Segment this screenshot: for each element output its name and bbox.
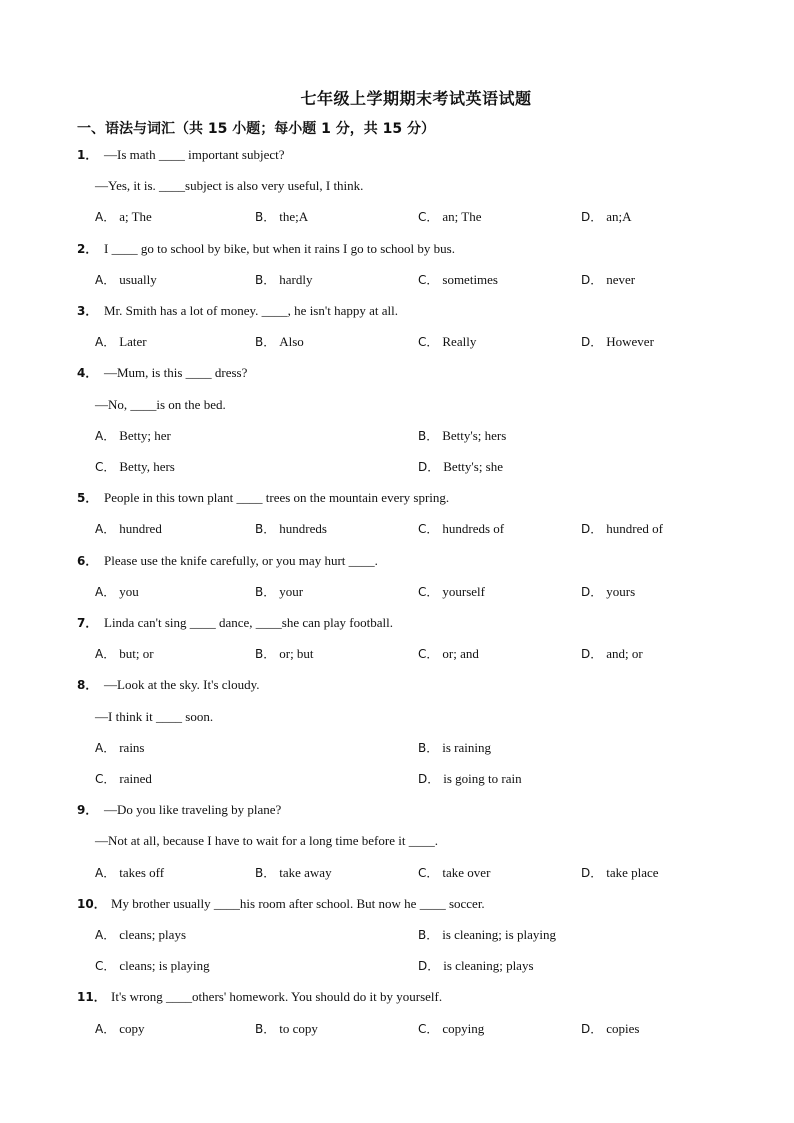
option-text: yours <box>606 583 636 599</box>
option-text: an;A <box>606 209 632 225</box>
answer-option[interactable] <box>255 272 312 288</box>
question-stem: —Yes, it is. ____subject is also very useful, I think. <box>95 178 364 194</box>
option-text: Betty; her <box>119 427 171 443</box>
option-text: the;A <box>279 209 309 225</box>
option-letter: C． <box>95 959 116 974</box>
option-letter: B． <box>255 865 276 880</box>
question-number: 7． <box>77 616 98 630</box>
answer-option[interactable] <box>95 771 152 787</box>
answer-option[interactable] <box>255 521 327 537</box>
question-number: 6． <box>77 553 98 568</box>
option-letter: C． <box>418 647 439 662</box>
answer-option[interactable] <box>95 459 175 475</box>
question-stem: —Is math ____ important subject? <box>104 147 285 162</box>
option-text: cleans; is playing <box>119 958 210 974</box>
question-number: 11． <box>77 990 106 1005</box>
option-text: rains <box>119 739 145 755</box>
question-number: 10． <box>77 896 106 911</box>
option-letter: B． <box>418 740 439 755</box>
answer-option[interactable] <box>418 428 506 444</box>
option-letter: A． <box>95 210 116 225</box>
option-text: hardly <box>279 271 313 287</box>
option-letter: B． <box>418 928 439 942</box>
answer-option[interactable] <box>95 865 164 881</box>
answer-option[interactable] <box>581 521 663 537</box>
answer-option[interactable] <box>95 927 186 943</box>
option-text: hundred of <box>606 521 663 537</box>
option-text: Later <box>119 334 147 350</box>
page-title: 七年级上学期期末考试英语试题 <box>300 89 532 108</box>
answer-option[interactable] <box>418 209 482 225</box>
answer-option[interactable] <box>418 521 504 537</box>
answer-option[interactable] <box>418 927 556 943</box>
option-letter: D． <box>581 522 603 537</box>
option-letter: A． <box>95 928 116 942</box>
question-number: 8． <box>77 678 98 693</box>
option-letter: B． <box>255 584 276 599</box>
option-letter: C． <box>95 460 116 474</box>
answer-option[interactable] <box>581 209 632 225</box>
option-letter: D． <box>581 865 603 880</box>
option-text: rained <box>119 771 152 786</box>
option-letter: C． <box>418 1021 439 1036</box>
answer-option[interactable] <box>95 646 154 662</box>
option-letter: A． <box>95 1021 116 1036</box>
option-letter: B． <box>418 428 439 443</box>
option-letter: D． <box>418 772 440 786</box>
answer-option[interactable] <box>581 865 659 881</box>
question-stem: —Not at all, because I have to wait for a long time before it ____. <box>95 833 438 849</box>
option-letter: B． <box>255 1021 276 1036</box>
answer-option[interactable] <box>95 521 162 537</box>
option-letter: C． <box>418 210 439 225</box>
answer-option[interactable] <box>418 334 476 350</box>
question-stem: —No, ____is on the bed. <box>95 396 226 412</box>
question-number: 5． <box>77 491 98 506</box>
answer-option[interactable] <box>418 646 479 662</box>
question-stem: —Look at the sky. It's cloudy. <box>104 677 260 693</box>
option-letter: A． <box>95 740 116 755</box>
option-letter: B． <box>255 522 276 537</box>
option-letter: D． <box>581 584 603 599</box>
option-letter: C． <box>418 522 439 537</box>
option-text: Betty's; hers <box>442 427 507 443</box>
option-text: Betty, hers <box>119 459 175 474</box>
question-stem: Linda can't sing ____ dance, ____she can play football. <box>104 615 393 630</box>
option-text: Really <box>442 334 477 350</box>
option-text: is cleaning; is playing <box>442 927 556 942</box>
question-number: 1． <box>77 148 98 162</box>
option-text: However <box>606 334 654 350</box>
option-text: hundreds of <box>442 521 505 537</box>
option-text: is cleaning; plays <box>443 958 534 974</box>
answer-option[interactable] <box>255 865 332 881</box>
question-number: 4． <box>77 366 98 381</box>
option-text: your <box>279 583 304 599</box>
option-text: take place <box>606 864 659 880</box>
answer-option[interactable] <box>255 334 304 350</box>
option-text: you <box>119 583 139 599</box>
answer-option[interactable] <box>581 272 635 288</box>
answer-option[interactable] <box>95 1021 145 1037</box>
option-letter: B． <box>255 210 276 225</box>
option-text: sometimes <box>442 271 498 287</box>
option-text: hundreds <box>279 521 327 537</box>
answer-option[interactable] <box>418 771 522 787</box>
answer-option[interactable] <box>581 646 643 662</box>
option-text: cleans; plays <box>119 927 187 942</box>
option-text: copies <box>606 1020 640 1036</box>
answer-option[interactable] <box>255 646 314 662</box>
option-letter: A． <box>95 647 116 662</box>
answer-option[interactable] <box>418 584 485 600</box>
answer-option[interactable] <box>95 272 157 288</box>
section-heading: 一、语法与词汇（共 15 小题；每小题 1 分，共 15 分） <box>77 121 435 137</box>
option-letter: D． <box>581 335 603 350</box>
question-stem: —Mum, is this ____ dress? <box>104 365 248 381</box>
answer-option[interactable] <box>418 272 498 288</box>
option-letter: C． <box>418 335 439 350</box>
answer-option[interactable] <box>581 1021 639 1037</box>
question-number: 9． <box>77 803 98 818</box>
option-letter: B． <box>255 647 276 662</box>
option-letter: D． <box>418 959 440 974</box>
answer-option[interactable] <box>418 865 490 881</box>
option-letter: C． <box>95 772 116 786</box>
option-letter: D． <box>581 210 603 225</box>
answer-option[interactable] <box>255 209 308 225</box>
option-letter: D． <box>418 460 440 474</box>
option-letter: D． <box>581 647 603 662</box>
question-number: 3． <box>77 304 98 318</box>
option-letter: A． <box>95 428 116 443</box>
option-letter: B． <box>255 335 276 350</box>
option-letter: C． <box>418 584 439 599</box>
question-stem: Mr. Smith has a lot of money. ____, he isn't happy at all. <box>104 303 398 318</box>
question-number: 2． <box>77 241 98 256</box>
answer-option[interactable] <box>95 428 171 444</box>
option-text: copy <box>119 1020 145 1036</box>
option-letter: D． <box>581 272 603 287</box>
option-letter: C． <box>418 272 439 287</box>
option-text: or; but <box>279 646 314 662</box>
option-text: Betty's; she <box>443 459 504 474</box>
option-text: takes off <box>119 864 165 880</box>
option-text: take away <box>279 864 332 880</box>
option-text: is raining <box>442 739 491 755</box>
question-stem: —Do you like traveling by plane? <box>104 802 282 818</box>
answer-option[interactable] <box>95 584 139 600</box>
option-text: is going to rain <box>443 771 522 786</box>
answer-option[interactable] <box>255 584 303 600</box>
answer-option[interactable] <box>95 209 152 225</box>
question-stem: —I think it ____ soon. <box>95 708 214 724</box>
answer-option[interactable] <box>418 958 534 974</box>
option-text: Also <box>279 334 304 350</box>
answer-option[interactable] <box>95 958 210 974</box>
answer-option[interactable] <box>581 584 635 600</box>
option-text: usually <box>119 271 157 287</box>
question-stem: People in this town plant ____ trees on the mountain every spring. <box>104 490 450 506</box>
option-letter: A． <box>95 865 116 880</box>
question-stem: It's wrong ____others' homework. You should do it by yourself. <box>111 989 443 1005</box>
option-text: copying <box>442 1020 485 1036</box>
question-stem: Please use the knife carefully, or you may hurt ____. <box>104 552 378 568</box>
option-text: and; or <box>606 646 643 662</box>
option-letter: C． <box>418 865 439 880</box>
option-text: yourself <box>442 583 485 599</box>
option-text: never <box>606 271 636 287</box>
option-letter: D． <box>581 1021 603 1036</box>
answer-option[interactable] <box>581 334 654 350</box>
option-text: but; or <box>119 646 154 662</box>
option-letter: A． <box>95 584 116 599</box>
answer-option[interactable] <box>418 740 491 756</box>
answer-option[interactable] <box>255 1021 318 1037</box>
question-stem: My brother usually ____his room after school. But now he ____ soccer. <box>111 895 485 911</box>
option-letter: A． <box>95 272 116 287</box>
answer-option[interactable] <box>418 1021 484 1037</box>
question-stem: I ____ go to school by bike, but when it rains I go to school by bus. <box>104 240 455 256</box>
answer-option[interactable] <box>95 334 147 350</box>
option-text: an; The <box>442 209 482 225</box>
option-letter: A． <box>95 522 116 537</box>
option-text: a; The <box>119 209 152 225</box>
option-letter: A． <box>95 335 116 350</box>
answer-option[interactable] <box>418 459 503 475</box>
option-letter: B． <box>255 272 276 287</box>
answer-option[interactable] <box>95 740 145 756</box>
option-text: or; and <box>442 646 479 662</box>
option-text: take over <box>442 864 491 880</box>
option-text: to copy <box>279 1020 318 1036</box>
option-text: hundred <box>119 521 162 537</box>
